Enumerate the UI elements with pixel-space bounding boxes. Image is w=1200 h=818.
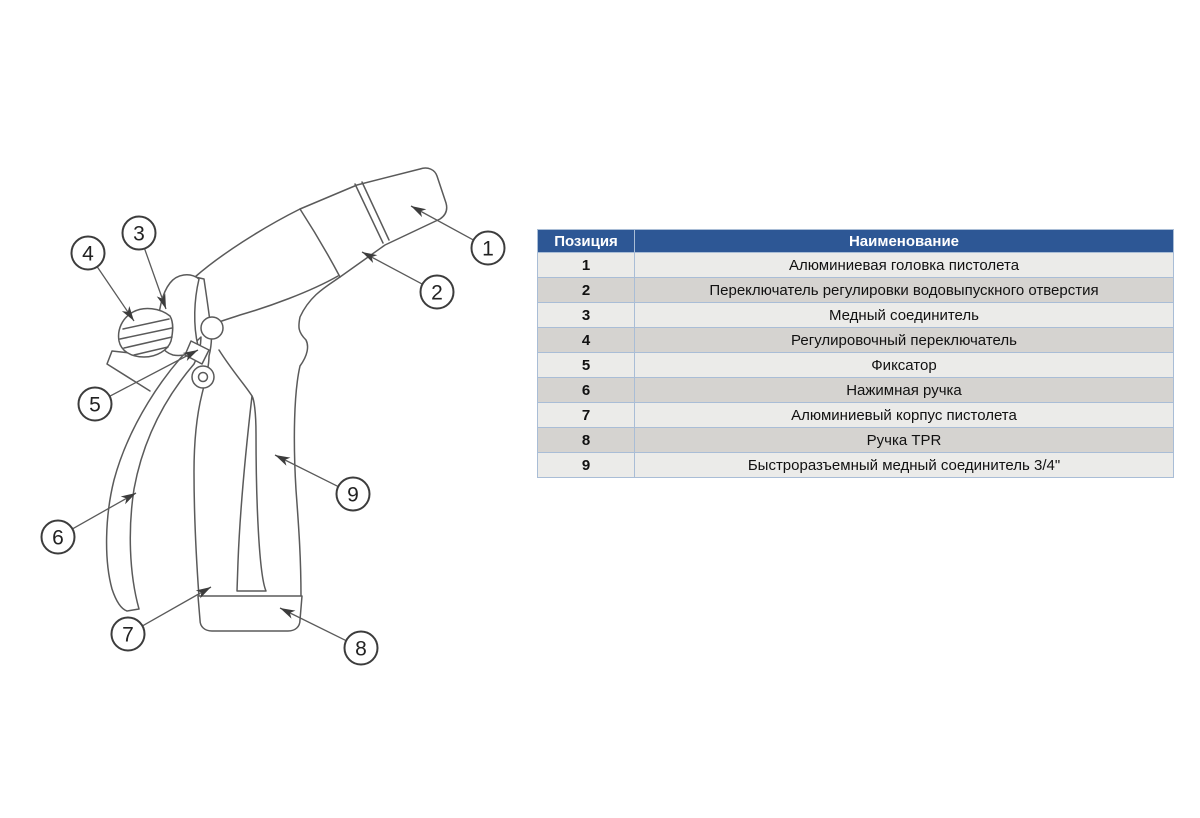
gun-body-outline [194, 168, 447, 597]
callout-leader-line [145, 249, 167, 310]
regulator-knob [119, 309, 173, 357]
callout-4 [72, 237, 135, 322]
part-position: 3 [538, 303, 635, 328]
part-name: Алюминиевый корпус пистолета [635, 403, 1174, 428]
table-header-row [538, 230, 1174, 253]
part-position: 5 [538, 353, 635, 378]
part-position: 8 [538, 428, 635, 453]
part-position: 9 [538, 453, 635, 478]
part-position: 2 [538, 278, 635, 303]
callout-leader-line [362, 252, 422, 284]
part-name: Фиксатор [635, 353, 1174, 378]
part-position: 7 [538, 403, 635, 428]
pivot-boss-circle [201, 317, 223, 339]
callout-number: 4 [82, 242, 94, 266]
part-name: Переключатель регулировки водовыпускного отверстия [635, 278, 1174, 303]
part-position: 4 [538, 328, 635, 353]
callout-number: 5 [89, 393, 101, 417]
part-name: Быстроразъемный медный соединитель 3/4" [635, 453, 1174, 478]
callout-number: 2 [431, 281, 443, 305]
callout-number: 3 [133, 222, 145, 246]
table-row [538, 403, 1174, 428]
part-name: Алюминиевая головка пистолета [635, 253, 1174, 278]
callout-number: 8 [355, 637, 367, 661]
callout-number: 9 [347, 483, 359, 507]
table-row [538, 353, 1174, 378]
spray-gun-diagram [28, 148, 520, 680]
table-row [538, 278, 1174, 303]
table-row [538, 378, 1174, 403]
spray-gun-drawing [107, 168, 447, 631]
table-row [538, 328, 1174, 353]
part-position: 1 [538, 253, 635, 278]
screw-inner-circle [199, 373, 208, 382]
column-header-position: Позиция [538, 230, 635, 253]
table-row [538, 428, 1174, 453]
callout-leader-line [97, 267, 134, 321]
table-row [538, 453, 1174, 478]
bottom-cap [198, 596, 302, 631]
part-name: Медный соединитель [635, 303, 1174, 328]
parts-table [537, 229, 1174, 478]
callout-2 [362, 252, 454, 309]
trigger-handle [107, 337, 201, 611]
part-name: Регулировочный переключатель [635, 328, 1174, 353]
callout-number: 7 [122, 623, 134, 647]
callout-3 [123, 217, 167, 310]
callout-number: 1 [482, 237, 494, 261]
part-name: Ручка TPR [635, 428, 1174, 453]
callout-number: 6 [52, 526, 64, 550]
part-name: Нажимная ручка [635, 378, 1174, 403]
table-row [538, 303, 1174, 328]
spray-gun-svg [28, 148, 520, 680]
column-header-name: Наименование [635, 230, 1174, 253]
table-row [538, 253, 1174, 278]
part-position: 6 [538, 378, 635, 403]
parts-table-body [538, 253, 1174, 478]
